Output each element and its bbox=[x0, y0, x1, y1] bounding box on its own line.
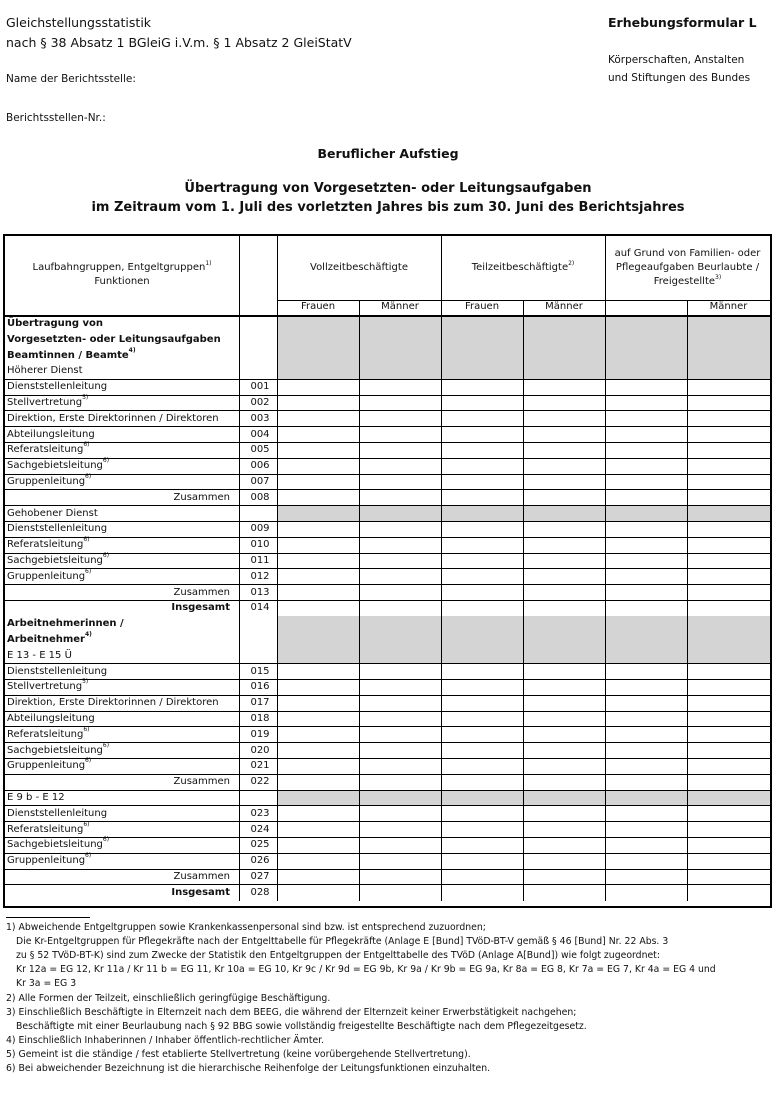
row-label-text: Beamtinnen / Beamte bbox=[7, 349, 129, 361]
row-label-text: Insgesamt bbox=[171, 602, 230, 614]
row-label bbox=[7, 506, 98, 522]
row-label-text: Dienststellenleitung bbox=[7, 807, 108, 819]
table-row bbox=[5, 569, 770, 585]
row-label bbox=[174, 774, 231, 790]
row-label-text: Direktion, Erste Direktorinnen / Direktoren bbox=[7, 412, 219, 424]
row-code: 005 bbox=[250, 444, 270, 456]
row-label-text: Dienststellenleitung bbox=[7, 523, 108, 535]
footnote-line: 3) Einschließlich Beschäftigte in Elternzeit nach dem BEEG, die während der Elternzeit keiner Erwerbstätigkeit nachgehen; bbox=[6, 1006, 577, 1018]
row-label-text: Referatsleitung bbox=[7, 823, 84, 835]
row-code: 003 bbox=[250, 412, 270, 424]
row-label-text: Zusammen bbox=[173, 776, 230, 788]
column-header-functions: Laufbahngruppen, Entgeltgruppen$^{1)}$ Funktionen bbox=[32, 260, 212, 287]
footnote-line: 4) Einschließlich Inhaberinnen / Inhaber öffentlich-rechtlicher Ämter. bbox=[6, 1034, 325, 1046]
table-row bbox=[5, 837, 770, 853]
table-row bbox=[5, 758, 770, 774]
row-label bbox=[7, 837, 109, 853]
subheader-full-time-men: Männer bbox=[381, 301, 419, 312]
row-code: 015 bbox=[250, 665, 270, 677]
row-label bbox=[174, 585, 231, 601]
footnote-ref: 4) bbox=[84, 631, 92, 638]
footnote-line: Die Kr-Entgeltgruppen für Pflegekräfte nach der Entgelttabelle für Pflegekräfte (Anlage E [Bund] TVöD-BT-V gemäß § 46 [Bund] Nr. 22 Abs. 3 bbox=[16, 936, 669, 948]
footnote-ref: 6) bbox=[102, 457, 110, 465]
row-label bbox=[7, 411, 219, 427]
row-label-text: Übertragung von bbox=[7, 318, 103, 329]
footnote-ref: 6) bbox=[85, 567, 92, 575]
row-code: 022 bbox=[250, 776, 270, 788]
table-row bbox=[5, 711, 770, 727]
row-label bbox=[7, 442, 90, 458]
row-label bbox=[7, 853, 91, 869]
row-code: 020 bbox=[250, 744, 270, 756]
footnote-ref: 6) bbox=[83, 441, 90, 449]
row-label bbox=[7, 316, 103, 332]
scope-line-2: und Stiftungen des Bundes bbox=[608, 72, 751, 84]
row-code: 013 bbox=[250, 586, 270, 598]
row-code: 016 bbox=[250, 681, 270, 693]
row-code: 026 bbox=[250, 855, 270, 867]
row-label-text: Abteilungsleitung bbox=[7, 713, 95, 724]
row-label bbox=[7, 632, 92, 648]
table-row bbox=[5, 585, 770, 601]
footnote-ref: 5) bbox=[82, 678, 89, 686]
row-code: 011 bbox=[250, 555, 270, 566]
footnote-line: 6) Bei abweichender Bezeichnung ist die hierarchische Reihenfolge der Leitungsfunktionen einzuhalten. bbox=[6, 1063, 491, 1074]
row-label bbox=[174, 869, 231, 885]
footnote-line: 2) Alle Formen der Teilzeit, einschließlich geringfügige Beschäftigung. bbox=[6, 992, 331, 1004]
row-label-text: Arbeitnehmerinnen / bbox=[7, 618, 124, 630]
row-code: 009 bbox=[250, 523, 270, 535]
table-row bbox=[5, 774, 770, 790]
row-label-text: Gruppenleitung bbox=[7, 570, 86, 582]
table-row bbox=[5, 869, 770, 885]
row-label bbox=[7, 458, 109, 474]
footnote-line: Kr 3a = EG 3 bbox=[16, 978, 77, 990]
row-label-text: Zusammen bbox=[173, 491, 230, 503]
row-label-text: Gruppenleitung bbox=[7, 760, 86, 772]
row-code: 021 bbox=[250, 760, 270, 772]
footnote-line: 5) Gemeint ist die ständige / fest etablierte Stellvertretung (keine vorübergehende Stellvertretung). bbox=[6, 1048, 471, 1060]
table-row bbox=[5, 458, 770, 474]
subheader-full-time-women: Frauen bbox=[300, 301, 336, 312]
row-label-text: Gehobener Dienst bbox=[7, 507, 98, 519]
row-label bbox=[7, 664, 107, 680]
row-label bbox=[7, 806, 107, 822]
row-label bbox=[171, 885, 230, 901]
row-label-text: Abteilungsleitung bbox=[7, 428, 95, 440]
row-label bbox=[7, 379, 107, 395]
row-label bbox=[7, 363, 83, 379]
row-code: 019 bbox=[250, 728, 270, 740]
table-row bbox=[5, 553, 770, 569]
group-header-full-time: Vollzeitbeschäftigte bbox=[310, 262, 408, 273]
row-label bbox=[7, 679, 88, 695]
row-label-text: Sachgebietsleitung bbox=[7, 555, 103, 566]
table-row bbox=[5, 363, 770, 379]
row-label-text: Zusammen bbox=[173, 586, 230, 598]
row-code: 025 bbox=[250, 839, 270, 851]
table-row bbox=[5, 679, 770, 695]
row-code: 023 bbox=[250, 807, 270, 819]
row-label-text: Direktion, Erste Direktorinnen / Direktoren bbox=[7, 697, 219, 709]
table-row bbox=[5, 506, 770, 522]
table-row bbox=[5, 332, 770, 348]
row-label-text: Referatsleitung bbox=[7, 444, 84, 456]
group-header-part-time: Teilzeitbeschäftigte$^{2)}$ bbox=[471, 260, 575, 273]
row-label-text: Stellvertretung bbox=[7, 397, 83, 408]
row-label-text: Höherer Dienst bbox=[7, 365, 83, 377]
table-row bbox=[5, 806, 770, 822]
scope-line-1: Körperschaften, Anstalten bbox=[608, 54, 745, 66]
row-label bbox=[7, 474, 91, 490]
row-label bbox=[7, 395, 88, 411]
row-code: 006 bbox=[250, 460, 270, 472]
row-label bbox=[7, 790, 65, 806]
footnote-ref: 6) bbox=[83, 536, 90, 544]
table-row bbox=[5, 537, 770, 553]
row-label bbox=[7, 553, 109, 569]
row-label-text: Arbeitnehmer bbox=[7, 634, 85, 645]
table-row bbox=[5, 411, 770, 427]
row-label bbox=[7, 569, 91, 585]
row-divider bbox=[277, 300, 770, 301]
row-label bbox=[7, 727, 90, 743]
row-label bbox=[174, 490, 231, 506]
row-code: 028 bbox=[250, 886, 270, 898]
footnote-line: Beschäftigte mit einer Beurlaubung nach § 92 BBG sowie vollständig freigestellte Beschäftigte nach dem Pflegezeitgesetz. bbox=[16, 1020, 587, 1032]
row-code: 007 bbox=[250, 476, 270, 487]
row-label-text: Sachgebietsleitung bbox=[7, 839, 103, 851]
row-label-text: Referatsleitung bbox=[7, 539, 84, 551]
footnote-line: 1) Abweichende Entgeltgruppen sowie Krankenkassenpersonal sind bzw. ist entsprechend zuzuordnen; bbox=[6, 922, 486, 933]
footnote-ref: 5) bbox=[82, 394, 89, 401]
footnote-divider bbox=[6, 917, 90, 918]
table-row bbox=[5, 885, 770, 901]
table-row bbox=[5, 727, 770, 743]
reporting-office-number-label: Berichtsstellen-Nr.: bbox=[6, 112, 106, 124]
subheader-part-time-women: Frauen bbox=[464, 301, 500, 312]
row-label bbox=[7, 758, 91, 774]
table-row bbox=[5, 695, 770, 711]
footnote-ref: 6) bbox=[85, 473, 92, 480]
table-row bbox=[5, 790, 770, 806]
table-row bbox=[5, 664, 770, 680]
row-code: 008 bbox=[250, 491, 270, 503]
row-code: 017 bbox=[250, 697, 270, 709]
footnote-ref: 4) bbox=[128, 346, 136, 354]
row-label-text: Vorgesetzten- oder Leitungsaufgaben bbox=[7, 333, 221, 345]
footnote-ref: 6) bbox=[102, 552, 110, 559]
footnote-ref: 6) bbox=[102, 836, 110, 844]
row-label bbox=[7, 711, 95, 727]
row-label-text: Stellvertretung bbox=[7, 681, 83, 693]
table-row bbox=[5, 442, 770, 458]
row-label bbox=[7, 648, 72, 664]
row-code: 002 bbox=[250, 397, 270, 408]
footnote-ref: 6) bbox=[85, 852, 92, 860]
row-label-text: Dienststellenleitung bbox=[7, 381, 108, 393]
row-label-text: Sachgebietsleitung bbox=[7, 460, 103, 472]
table-row bbox=[5, 822, 770, 838]
row-label bbox=[7, 743, 109, 759]
row-code: 001 bbox=[250, 381, 270, 393]
row-label bbox=[7, 348, 136, 364]
form-name: Erhebungsformular L bbox=[608, 15, 757, 30]
table-row bbox=[5, 521, 770, 537]
table-row bbox=[5, 743, 770, 759]
footnote-ref: 6) bbox=[83, 820, 90, 828]
page-subtitle-line-1: Übertragung von Vorgesetzten- oder Leitungsaufgaben bbox=[184, 181, 592, 196]
row-code: 024 bbox=[250, 823, 270, 835]
table-row bbox=[5, 648, 770, 664]
row-code: 010 bbox=[250, 539, 270, 551]
row-code: 004 bbox=[250, 428, 270, 440]
table-row bbox=[5, 490, 770, 506]
statistics-table bbox=[3, 234, 772, 908]
row-label-text: Referatsleitung bbox=[7, 728, 84, 740]
row-label-text: Gruppenleitung bbox=[7, 476, 86, 487]
row-label bbox=[7, 332, 221, 348]
footnote-line: Kr 12a = EG 12, Kr 11a / Kr 11 b = EG 11, Kr 10a = EG 10, Kr 9c / Kr 9d = EG 9b, Kr 9a / Kr 9b = EG 9a, Kr 8a = EG 8, Kr 7a = EG 7, Kr 4a = EG 4 und bbox=[16, 964, 716, 976]
row-label bbox=[7, 822, 90, 838]
row-label bbox=[7, 521, 107, 537]
group-header-on-leave: auf Grund von Familien- oder Pflegeaufgaben Beurlaubte / Freigestellte$^{3)}$ bbox=[614, 248, 761, 287]
legal-basis: nach § 38 Absatz 1 BGleiG i.V.m. § 1 Absatz 2 GleiStatV bbox=[6, 35, 352, 50]
row-label-text: E 9 b - E 12 bbox=[7, 792, 65, 803]
row-label-text: E 13 - E 15 Ü bbox=[7, 649, 72, 661]
subheader-part-time-men: Männer bbox=[545, 301, 583, 312]
row-label bbox=[7, 427, 95, 443]
statistics-title: Gleichstellungsstatistik bbox=[6, 15, 152, 30]
footnote-ref: 6) bbox=[102, 741, 110, 749]
footnote-ref: 6) bbox=[83, 725, 90, 733]
row-code: 012 bbox=[250, 570, 270, 582]
row-label-text: Gruppenleitung bbox=[7, 855, 86, 867]
subheader-on-leave-men: Männer bbox=[709, 301, 748, 312]
reporting-office-name-label: Name der Berichtsstelle: bbox=[6, 73, 136, 85]
page-title: Beruflicher Aufstieg bbox=[317, 146, 459, 161]
table-row bbox=[5, 474, 770, 490]
table-row bbox=[5, 853, 770, 869]
table-row bbox=[5, 632, 770, 648]
row-label-text: Dienststellenleitung bbox=[7, 665, 108, 677]
table-row bbox=[5, 616, 770, 632]
row-code: 018 bbox=[250, 713, 270, 724]
row-label bbox=[7, 616, 124, 632]
table-row bbox=[5, 427, 770, 443]
row-label bbox=[7, 695, 219, 711]
row-label bbox=[7, 537, 90, 553]
row-code: 014 bbox=[250, 602, 270, 614]
row-code: 027 bbox=[250, 871, 270, 882]
footnote-line: zu § 52 TVöD-BT-K) sind zum Zwecke der Statistik den Entgeltgruppen der Entgelttabelle des TVöD (Anlage A[Bund]) wie folgt zugeordnet: bbox=[16, 950, 660, 962]
table-row bbox=[5, 395, 770, 411]
table-row bbox=[5, 379, 770, 395]
table-row bbox=[5, 600, 770, 616]
row-label bbox=[171, 600, 230, 616]
table-row bbox=[5, 316, 770, 332]
table-row bbox=[5, 348, 770, 364]
page-subtitle-line-2: im Zeitraum vom 1. Juli des vorletzten Jahres bis zum 30. Juni des Berichtsjahres bbox=[91, 200, 685, 215]
row-label-text: Sachgebietsleitung bbox=[7, 744, 103, 756]
footnote-ref: 6) bbox=[85, 757, 92, 765]
row-label-text: Zusammen bbox=[173, 871, 230, 882]
row-label-text: Insgesamt bbox=[171, 886, 230, 898]
